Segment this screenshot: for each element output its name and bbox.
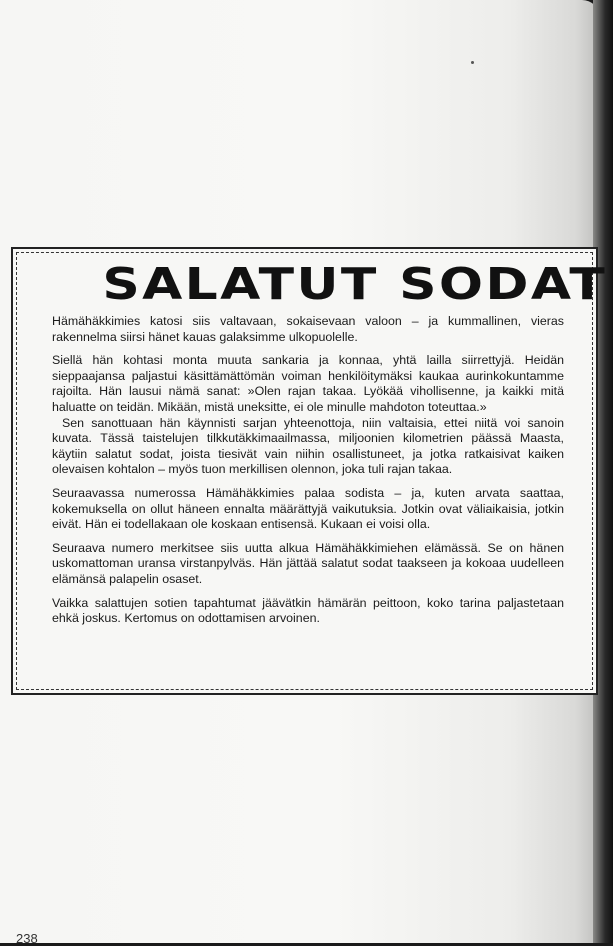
- paragraph-6: Vaikka salattujen sotien tapahtumat jäävätkin hämärän peittoon, koko tarina paljastetaan ehkä joskus. Kertomus on odottamisen arvoinen.: [52, 595, 564, 626]
- paragraph-1: Hämähäkkimies katosi siis valtavaan, sokaisevaan valoon – ja kummallinen, vieras rakennelma siirsi hänet kauas galaksimme ulkopuolelle.: [52, 314, 564, 344]
- paragraph-2: Siellä hän kohtasi monta muuta sankaria ja konnaa, yhtä lailla siirrettyjä. Heidän sieppaajansa paljastui käsittämättömän voiman henkilöitymäksi kaukaa aurinkokuntamme rajoilta. Hän lausui nämä sanat: »Olen rajan takaa. Lyökää vihollisenne, ja kaikki mitä haluatte on teidän. Mikään, mistä uneksitte, ei ole minulle mahdoton toteuttaa.»: [52, 353, 564, 414]
- article-body: [52, 314, 564, 635]
- page-number: 238: [16, 931, 38, 946]
- article-title: SALATUT SODAT: [102, 259, 608, 310]
- paragraph-5: Seuraava numero merkitsee siis uutta alkua Hämähäkkimiehen elämässä. Se on hänen uskomattoman uransa virstanpylväs. Hän jättää salatut sodat taakseen ja kokoaa uudelleen elämänsä palapelin osaset.: [52, 540, 564, 586]
- paragraph-3: Sen sanottuaan hän käynnisti sarjan yhteenottoja, niin valtaisia, ettei niitä voi sanoin kuvata. Tässä taistelujen tilkkutäkkimaailmassa, miljoonien kilometrien päässä Maasta, käytiin salatut sodat, joista tiesivät vain niihin osallistuneet, ja jotka ratkaisivat kaiken olevaisen kohtalon – myös tuon merkillisen olennon, joka tuli rajan takaa.: [52, 415, 564, 477]
- paragraph-4: Seuraavassa numerossa Hämähäkkimies palaa sodista – ja, kuten arvata saattaa, kokemuksella on ollut häneen ennalta määrättyjä vaikutuksia. Jotkin ovat väliaikaisia, jotkin eivät. Hän ei todellakaan ole koskaan entisensä. Kukaan ei voisi olla.: [52, 485, 564, 532]
- print-speck: [471, 61, 474, 64]
